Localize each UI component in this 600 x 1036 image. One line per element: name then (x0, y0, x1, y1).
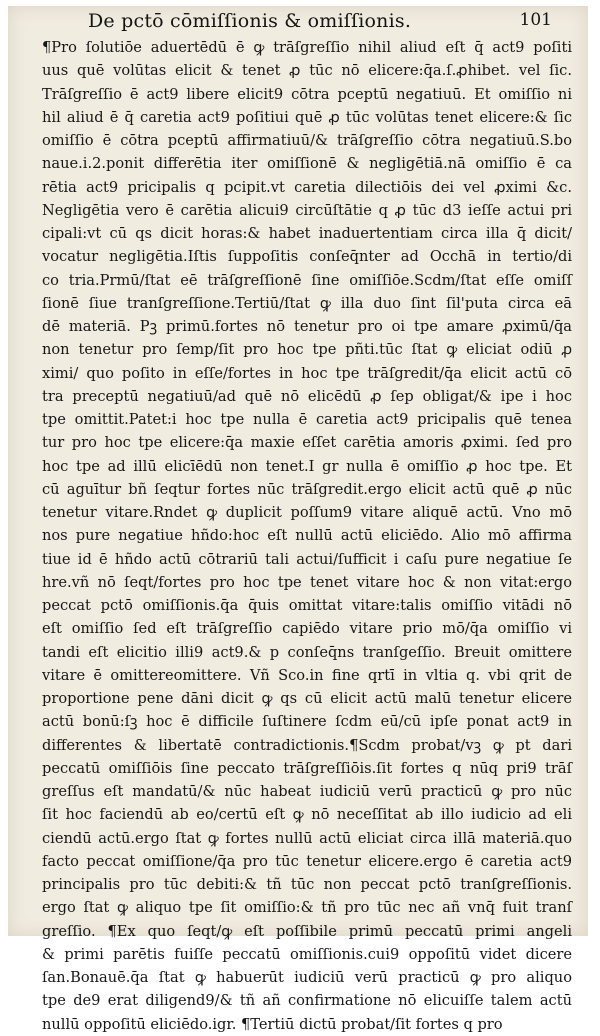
text-line: ¶Pro ſolutiōe aduertēdū ē ꝙ trāſgreſſio nihil aliud eſt q̄ act9 poſiti (42, 39, 572, 56)
text-line: tra preceptū negatiuū/ad quē nō elicēdū ꝓ ſep obligat/& ipe i hoc (42, 387, 572, 405)
text-line: nullū oppoſitū eliciēdo.igr. ¶Tertiū dictū probat/ſit fortes q pro (42, 1015, 503, 1033)
text-line: naue.i.2.ponit differētia iter omiſſionē & negligētiā.nā omiſſio ē ca (42, 155, 572, 173)
text-line: ergo ſtat ꝙ aliquo tpe ſit omiſſio:& tñ pro tūc nec añ vnq̄ fuit tranſ (42, 899, 572, 917)
text-line: tenetur vitare.Rndet ꝙ duplicit poſſum9 vitare aliquē actū. Vno mō (42, 504, 572, 521)
text-line: omiſſio ē cōtra pceptū affirmatiuū/& trāſgreſſio cōtra negatiuū.S.bo (42, 132, 572, 149)
text-line: tpe de9 erat diligend9/& tñ añ confirmatione nō elicuiſſe talem actū (42, 992, 572, 1010)
text-line: Trāſgreſſio ē act9 libere elicit9 cōtra pceptū negatiuū. Et omiſſio ni (42, 85, 572, 103)
book-page (8, 6, 588, 1033)
text-line: vocatur negligētia.Iſtis ſuppoſitis conſeq̄nter ad Occhā in tertio/di (42, 248, 572, 266)
text-line: tiue id ē hñdo actū cōtrariū tali actui/ſufficit i caſu pure negatiue ſe (42, 550, 572, 568)
text-line: peccatū omiſſiōis ſine peccato trāſgreſſiōis.ſit fortes q nūq pri9 trāſ (42, 759, 572, 777)
text-line: co tria.Prmū/ſtat eē trāſgreſſionē ſine omiſſiōe.Scdm/ſtat eſſe omiſſ (42, 271, 572, 289)
text-line: cū aguītur bñ ſeqtur fortes nūc trāſgredit.ergo elicit actū quē ꝓ nūc (42, 480, 572, 498)
text-line: rētia act9 pricipalis q pcipit.vt caretia dilectiōis dei vel ꝓximi &c. (42, 178, 572, 196)
text-line: hre.vñ nō ſeqt/fortes pro hoc tpe tenet vitare hoc & non vitat:ergo (42, 573, 572, 591)
text-line: facto peccat omiſſione/q̄a pro tūc tenetur elicere.ergo ē caretia act9 (42, 852, 572, 870)
text-line: peccat pctō omiſſionis.q̄a q̄uis omittat vitare:talis omiſſio vitādi nō (42, 597, 572, 614)
text-line: ſionē ſiue tranſgreſſione.Tertiū/ſtat ꝙ illa duo ſint ſil'puta circa eā (42, 294, 572, 312)
folio-number: 101 (519, 10, 552, 30)
text-line: actū bonū:ſꝫ hoc ē difficile ſuſtinere ſcdm eū/cū ipſe ponat act9 in (42, 713, 572, 731)
text-line: greſſus eſt mandatū/& nūc habeat iudiciū verū practicū ꝙ pro nūc (42, 783, 572, 800)
text-line: eſt omiſſio ſed eſt trāſgreſſio capiēdo vitare prio mō/q̄a omiſſio vi (42, 620, 572, 638)
text-line: tandi eſt elicitio illi9 act9.& p conſeq̄ns tranſgeſſio. Breuit omittere (42, 643, 572, 661)
text-line: vitare ē omittereomittere. Vñ Sco.in fine qrtī in vltia q. vbi qrit de (42, 666, 572, 684)
text-line: cipali:vt cū qs dicit horas:& habet inaduertentiam circa illa q̄ dicit/ (42, 225, 572, 242)
text-line: & primi parētis fuiſſe peccatū omiſſionis.cui9 oppoſitū videt dicere (42, 945, 572, 963)
text-line: ſit hoc faciendū ab eo/certū eſt ꝙ nō neceſſitat ab illo iudicio ad eli (42, 806, 572, 824)
page-title: De pctō cōmiſſionis & omiſſionis. (88, 10, 412, 32)
text-line: tur pro hoc tpe elicere:q̄a maxie eſſet carētia amoris ꝓximi. ſed pro (42, 434, 572, 452)
text-line: ximi/ quo poſito in eſſe/fortes in hoc tpe trāſgredit/q̄a elicit actū cō (42, 364, 572, 382)
running-head (88, 10, 568, 36)
text-line: differentes & libertatē contradictionis.¶Scdm probat/vꝫ ꝙ pt dari (42, 736, 572, 754)
text-line: hil aliud ē q̄ caretia act9 poſitiui quē ꝓ tūc volūtas tenet elicere:& ſic (42, 108, 572, 126)
text-line: greſſio. ¶Ex quo ſeqt/ꝙ eſt poſſibile primū peccatū primi angeli (42, 922, 572, 940)
text-line: hoc tpe ad illū elicīēdū non tenet.I gr nulla ē omiſſio ꝓ hoc tpe. Et (42, 457, 572, 475)
text-line: ſan.Bonauē.q̄a ſtat ꝙ habuerūt iudiciū verū practicū ꝙ pro aliquo (42, 969, 572, 986)
text-line: ciendū actū.ergo ſtat ꝙ fortes nullū actū eliciat circa illā materiā.quo (42, 829, 572, 847)
text-line: uus quē volūtas elicit & tenet ꝓ tūc nō elicere:q̄a.ſ.ꝓhibet. vel ſic. (42, 62, 572, 80)
text-line: proportione pene dāni dicit ꝙ qs cū elicit actū malū tenetur elicere (42, 690, 572, 707)
text-line: principalis pro tūc debiti:& tñ tūc non peccat pctō tranſgreſſionis. (42, 876, 572, 893)
text-line: nos pure negatiue hñdo:hoc eſt nullū actū eliciēdo. Alio mō affirma (42, 527, 572, 545)
text-line: Negligētia vero ē carētia alicui9 circūſtātie q ꝓ tūc d3 ieſſe actui pri (42, 201, 572, 219)
text-line: dē materiā. Pꝫ primū.fortes nō tenetur pro oi tpe amare ꝓximū/q̄a (42, 318, 572, 335)
text-line: non tenetur pro ſemp/ſit pro hoc tpe pñti.tūc ſtat ꝙ eliciat odiū ꝓ (42, 341, 572, 359)
text-line: tpe omittit.Patet:i hoc tpe nulla ē caretia act9 pricipalis quē tenea (42, 411, 572, 428)
text-block (42, 36, 572, 1036)
